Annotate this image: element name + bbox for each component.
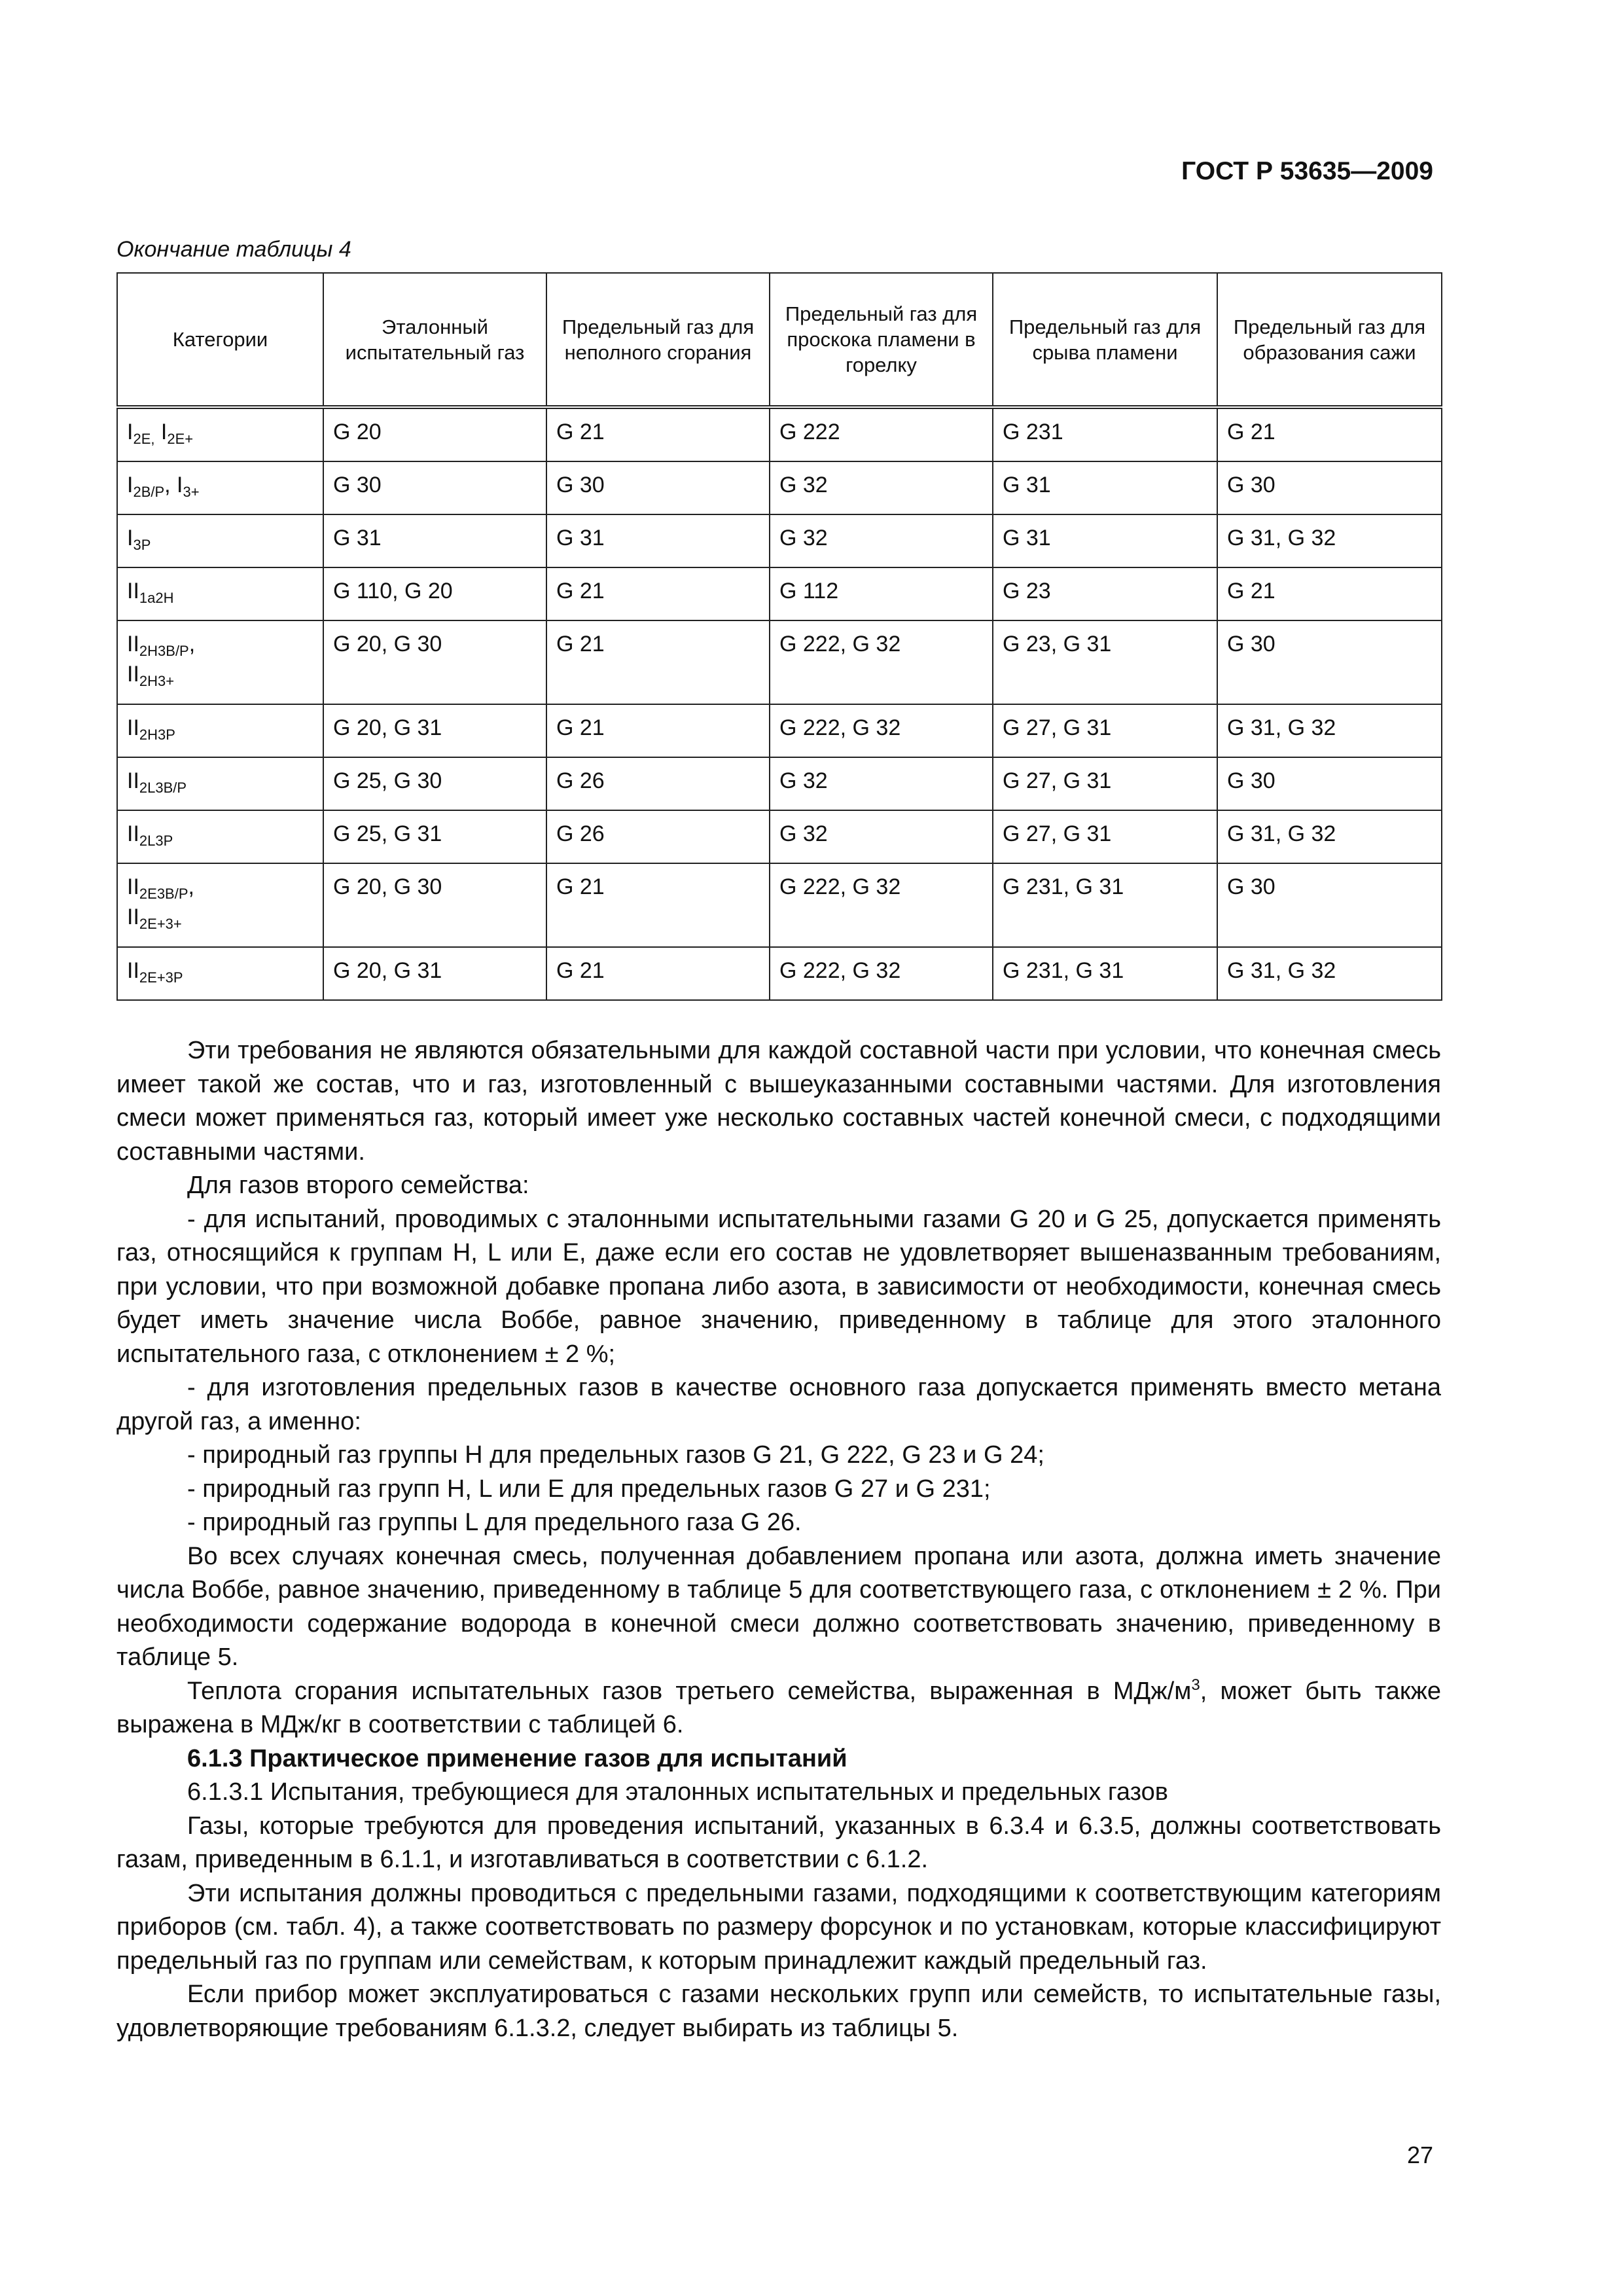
gas-cell-soot: G 31, G 32 — [1217, 514, 1442, 567]
gas-cell-liftoff: G 231, G 31 — [993, 863, 1217, 947]
gas-cell-ref: G 20, G 31 — [323, 947, 546, 1000]
category-cell — [117, 947, 323, 1000]
table-row — [117, 810, 1442, 863]
gas-cell-soot: G 21 — [1217, 407, 1442, 461]
gas-cell-soot: G 31, G 32 — [1217, 947, 1442, 1000]
list-item: - природный газ группы H для предельных газов G 21, G 222, G 23 и G 24; — [187, 1441, 1044, 1469]
gas-cell-ref: G 20, G 31 — [323, 704, 546, 757]
gas-cell-incomplete: G 21 — [546, 947, 770, 1000]
gas-cell-liftoff: G 27, G 31 — [993, 757, 1217, 810]
category-text: , I — [164, 473, 183, 497]
category-text: , — [188, 632, 196, 656]
category-text: I — [127, 473, 134, 497]
category-text: II — [127, 662, 139, 687]
paragraph: Для газов второго семейства: — [187, 1172, 529, 1199]
category-cell — [117, 757, 323, 810]
table-body — [117, 407, 1442, 1000]
gas-cell-soot: G 30 — [1217, 757, 1442, 810]
category-subscript: 2E+ — [167, 431, 194, 447]
gas-cell-incomplete: G 26 — [546, 757, 770, 810]
column-header: Предельный газ для проскока пламени в горелку — [770, 273, 993, 407]
category-text: , — [188, 874, 194, 899]
gas-cell-liftoff: G 27, G 31 — [993, 704, 1217, 757]
gas-cell-flashback: G 112 — [770, 567, 993, 620]
category-cell — [117, 620, 323, 704]
paragraph-heat-value — [116, 1675, 1441, 1742]
paragraph: Эти требования не являются обязательными для каждой составной части при условии, что конечная смесь имеет такой же состав, что и газ, изготовленный с вышеуказанными составными частями. Для изготовления смеси может применяться газ, который имеет уже несколько составных частей конечной смеси, с подходящими составными частями. — [116, 1037, 1441, 1166]
gas-cell-incomplete: G 30 — [546, 461, 770, 514]
gas-cell-flashback: G 32 — [770, 810, 993, 863]
category-cell — [117, 863, 323, 947]
category-text: II — [127, 958, 139, 983]
gas-cell-liftoff: G 27, G 31 — [993, 810, 1217, 863]
section-heading: 6.1.3 Практическое применение газов для испытаний — [187, 1744, 847, 1772]
gas-cell-liftoff: G 231, G 31 — [993, 947, 1217, 1000]
gas-cell-ref: G 20, G 30 — [323, 620, 546, 704]
category-cell — [117, 407, 323, 461]
gas-cell-liftoff: G 23 — [993, 567, 1217, 620]
paragraph-text: , может быть также выражена в МДж/кг в соответствии с таблицей 6. — [116, 1677, 1441, 1738]
column-header: Категории — [117, 273, 323, 407]
gas-cell-incomplete: G 21 — [546, 620, 770, 704]
paragraph: - для испытаний, проводимых с эталонными испытательными газами G 20 и G 25, допускается применять газ, относящийся к группам H, L или E, даже если его состав не удовлетворяет вышеназванным требованиям, при условии, что при возможной добавке пропана либо азота, в зависимости от необходимости, конечная смесь будет иметь значение числа Воббе, равное значению, приведенному в таблице для этого эталонного испытательного газа, с отклонением ± 2 %; — [116, 1205, 1441, 1368]
gas-cell-liftoff: G 31 — [993, 514, 1217, 567]
gas-cell-flashback: G 222 — [770, 407, 993, 461]
table-header-row — [117, 273, 1442, 407]
gas-cell-incomplete: G 26 — [546, 810, 770, 863]
paragraph: Во всех случаях конечная смесь, полученная добавлением пропана или азота, должна иметь значение числа Воббе, равное значению, приведенному в таблице 5 для соответствующего газа, с отклонением ± 2 %. При необходимости содержание водорода в конечной смеси должно соответствовать значению, приведенному в таблице 5. — [116, 1542, 1441, 1671]
category-text: II — [127, 874, 139, 899]
category-cell — [117, 461, 323, 514]
paragraph-text: Теплота сгорания испытательных газов третьего семейства, выраженная в МДж/м — [187, 1677, 1192, 1705]
gas-cell-ref: G 31 — [323, 514, 546, 567]
category-subscript: 2E3B/P — [139, 886, 188, 902]
gas-cell-flashback: G 32 — [770, 514, 993, 567]
gas-cell-incomplete: G 31 — [546, 514, 770, 567]
gas-cell-ref: G 20 — [323, 407, 546, 461]
category-subscript: 2E, — [133, 431, 155, 447]
gas-cell-liftoff: G 231 — [993, 407, 1217, 461]
category-subscript: 3+ — [183, 484, 200, 500]
category-subscript: 2H3B/P — [139, 643, 189, 659]
category-subscript: 2H3+ — [139, 673, 175, 689]
gas-cell-ref: G 25, G 30 — [323, 757, 546, 810]
paragraph: - для изготовления предельных газов в качестве основного газа допускается применять вместо метана другой газ, а именно: — [116, 1374, 1441, 1435]
gas-cell-flashback: G 222, G 32 — [770, 704, 993, 757]
column-header: Предельный газ для срыва пламени — [993, 273, 1217, 407]
category-text: I — [154, 420, 168, 444]
list-item: - природный газ группы L для предельного газа G 26. — [187, 1509, 802, 1536]
gas-cell-incomplete: G 21 — [546, 704, 770, 757]
table-row — [117, 947, 1442, 1000]
category-subscript: 2L3P — [139, 833, 173, 849]
column-header: Эталонный испытательный газ — [323, 273, 546, 407]
gas-cell-liftoff: G 31 — [993, 461, 1217, 514]
table-row — [117, 704, 1442, 757]
gas-cell-ref: G 110, G 20 — [323, 567, 546, 620]
category-text: II — [127, 821, 139, 846]
category-text: I — [127, 526, 134, 550]
gas-cell-ref: G 30 — [323, 461, 546, 514]
gas-cell-flashback: G 222, G 32 — [770, 947, 993, 1000]
gas-cell-flashback: G 222, G 32 — [770, 620, 993, 704]
category-text: II — [127, 905, 139, 929]
table-row — [117, 757, 1442, 810]
category-subscript: 2E+3+ — [139, 916, 182, 932]
gas-cell-soot: G 30 — [1217, 620, 1442, 704]
category-subscript: 2H3P — [139, 726, 175, 743]
column-header: Предельный газ для неполного сгорания — [546, 273, 770, 407]
gas-cell-ref: G 20, G 30 — [323, 863, 546, 947]
gas-cell-incomplete: G 21 — [546, 567, 770, 620]
list-item: - природный газ групп H, L или E для предельных газов G 27 и G 231; — [187, 1475, 991, 1503]
category-subscript: 2E+3P — [139, 969, 183, 986]
category-cell — [117, 810, 323, 863]
gas-cell-liftoff: G 23, G 31 — [993, 620, 1217, 704]
table-row — [117, 407, 1442, 461]
gas-cell-soot: G 30 — [1217, 863, 1442, 947]
gas-cell-soot: G 21 — [1217, 567, 1442, 620]
category-text: II — [127, 579, 139, 603]
table-caption: Окончание таблицы 4 — [116, 237, 351, 262]
paragraph: Газы, которые требуются для проведения испытаний, указанных в 6.3.4 и 6.3.5, должны соответствовать газам, приведенным в 6.1.1, и изготавливаться в соответствии с 6.1.2. — [116, 1812, 1441, 1873]
gas-cell-soot: G 31, G 32 — [1217, 704, 1442, 757]
subsection-heading: 6.1.3.1 Испытания, требующиеся для эталонных испытательных и предельных газов — [187, 1778, 1168, 1806]
body-text — [116, 1034, 1441, 2045]
category-subscript: 3P — [133, 537, 151, 553]
page-number: 27 — [1406, 2142, 1433, 2168]
gas-cell-incomplete: G 21 — [546, 863, 770, 947]
gas-cell-flashback: G 32 — [770, 461, 993, 514]
table-row — [117, 567, 1442, 620]
gas-cell-flashback: G 32 — [770, 757, 993, 810]
category-text: II — [127, 715, 139, 740]
gas-cell-flashback: G 222, G 32 — [770, 863, 993, 947]
table-row — [117, 863, 1442, 947]
category-subscript: 2L3B/P — [139, 780, 187, 796]
table-row — [117, 514, 1442, 567]
category-cell — [117, 567, 323, 620]
category-text: I — [127, 420, 134, 444]
gas-cell-soot: G 30 — [1217, 461, 1442, 514]
paragraph: Эти испытания должны проводиться с предельными газами, подходящими к соответствующим категориям приборов (см. табл. 4), а также соответствовать по размеру форсунок и по установкам, которые классифицируют предельный газ по группам или семействам, к которым принадлежит каждый предельный газ. — [116, 1879, 1441, 1975]
gas-categories-table — [116, 272, 1442, 1001]
column-header: Предельный газ для образования сажи — [1217, 273, 1442, 407]
gas-cell-soot: G 31, G 32 — [1217, 810, 1442, 863]
gas-cell-incomplete: G 21 — [546, 407, 770, 461]
category-text: II — [127, 632, 139, 656]
category-subscript: 2B/P — [133, 484, 165, 500]
paragraph: Если прибор может эксплуатироваться с газами нескольких групп или семейств, то испытательные газы, удовлетворяющие требованиям 6.1.3.2, следует выбирать из таблицы 5. — [116, 1981, 1441, 2042]
category-cell — [117, 704, 323, 757]
table-row — [117, 461, 1442, 514]
gas-cell-ref: G 25, G 31 — [323, 810, 546, 863]
category-text: II — [127, 768, 139, 793]
category-cell — [117, 514, 323, 567]
document-number: ГОСТ Р 53635—2009 — [1181, 157, 1433, 185]
superscript: 3 — [1191, 1676, 1200, 1694]
table-row — [117, 620, 1442, 704]
category-subscript: 1a2H — [139, 590, 174, 606]
